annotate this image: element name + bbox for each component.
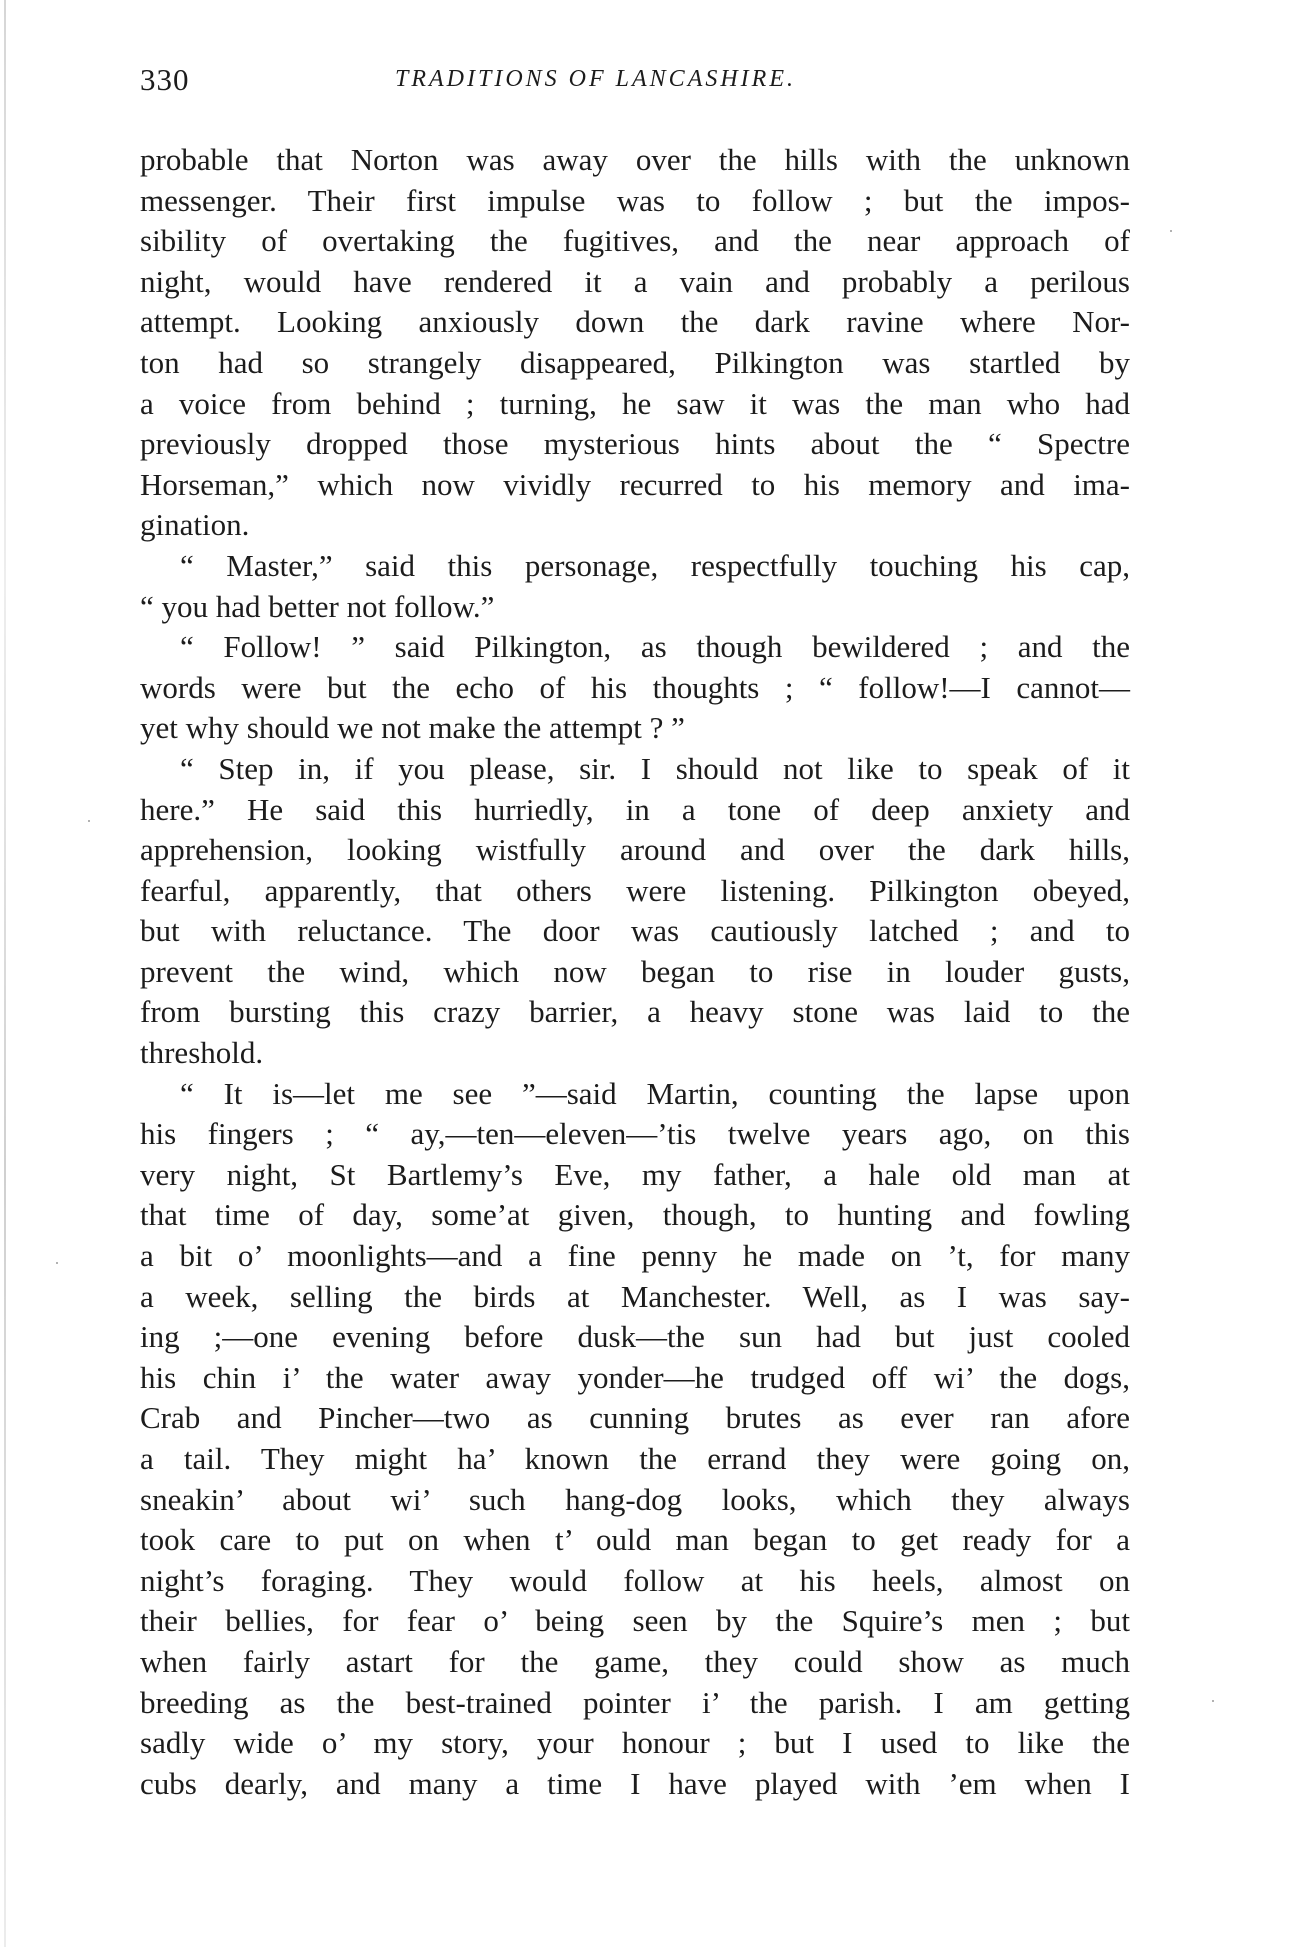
page-header [140,62,1130,106]
text-line: messenger. Their first impulse was to follow ; but the impos- [140,182,1130,218]
text-line: a week, selling the birds at Manchester. Well, as I was say- [140,1278,1130,1314]
text-line: a bit o’ moonlights—and a fine penny he made on ’t, for many [140,1238,1130,1274]
text-line: when fairly astart for the game, they could show as much [140,1643,1130,1679]
text-line: Crab and Pincher—two as cunning brutes as ever ran afore [140,1400,1130,1436]
text-line: but with reluctance. The door was cautiously latched ; and to [140,913,1130,949]
text-line: “ Follow! ” said Pilkington, as though bewildered ; and the [180,629,1130,665]
text-line: sadly wide o’ my story, your honour ; but I used to like the [140,1725,1130,1761]
running-title: TRADITIONS OF LANCASHIRE. [395,66,796,92]
text-line: gination. [140,507,250,543]
text-line: ing ;—one evening before dusk—the sun had but just cooled [140,1319,1130,1355]
text-line: “ you had better not follow.” [140,588,495,624]
paper-speck [88,820,90,822]
text-line: took care to put on when t’ ould man began to get ready for a [140,1522,1130,1558]
text-line: attempt. Looking anxiously down the dark ravine where Nor- [140,304,1130,340]
paper-speck [1212,1700,1214,1702]
text-line: words were but the echo of his thoughts ; “ follow!—I cannot— [140,669,1130,705]
text-line: “ It is—let me see ”—said Martin, counting the lapse upon [180,1075,1130,1111]
text-line: a tail. They might ha’ known the errand they were going on, [140,1441,1130,1476]
page-number: 330 [140,62,190,97]
text-line: his chin i’ the water away yonder—he trudged off wi’ the dogs, [140,1359,1130,1395]
text-line: cubs dearly, and many a time I have played with ’em when I [140,1765,1130,1801]
text-line: breeding as the best-trained pointer i’ the parish. I am getting [140,1684,1130,1720]
text-line: a voice from behind ; turning, he saw it was the man who had [140,385,1130,421]
text-line: here.” He said this hurriedly, in a tone of deep anxiety and [140,791,1130,827]
text-line: fearful, apparently, that others were listening. Pilkington obeyed, [140,872,1130,908]
page-edge [4,0,6,1947]
text-line: very night, St Bartlemy’s Eve, my father, a hale old man at [140,1156,1130,1192]
text-line: “ Step in, if you please, sir. I should not like to speak of it [180,750,1130,786]
text-line: prevent the wind, which now began to rise in louder gusts, [140,953,1130,989]
text-line: previously dropped those mysterious hints about the “ Spectre [140,426,1130,462]
text-line: from bursting this crazy barrier, a heavy stone was laid to the [140,994,1130,1030]
text-line: yet why should we not make the attempt ? ” [140,710,685,746]
text-line: their bellies, for fear o’ being seen by the Squire’s men ; but [140,1603,1130,1639]
text-line: “ Master,” said this personage, respectfully touching his cap, [180,547,1130,583]
text-line: that time of day, some’at given, though, to hunting and fowling [140,1197,1130,1233]
paper-speck [1170,230,1172,232]
text-line: ton had so strangely disappeared, Pilkington was startled by [140,344,1130,380]
text-line: threshold. [140,1035,264,1071]
text-line: probable that Norton was away over the hills with the unknown [140,142,1130,177]
text-line: apprehension, looking wistfully around and over the dark hills, [140,832,1130,868]
text-line: his fingers ; “ ay,—ten—eleven—’tis twelve years ago, on this [140,1116,1130,1152]
text-line: night, would have rendered it a vain and probably a perilous [140,263,1130,299]
text-line: sneakin’ about wi’ such hang-dog looks, which they always [140,1481,1130,1517]
paper-speck [56,1262,58,1264]
text-line: night’s foraging. They would follow at his heels, almost on [140,1562,1130,1598]
body-text [140,140,1130,1804]
text-line: Horseman,” which now vividly recurred to his memory and ima- [140,466,1130,502]
text-line: sibility of overtaking the fugitives, and the near approach of [140,223,1130,259]
